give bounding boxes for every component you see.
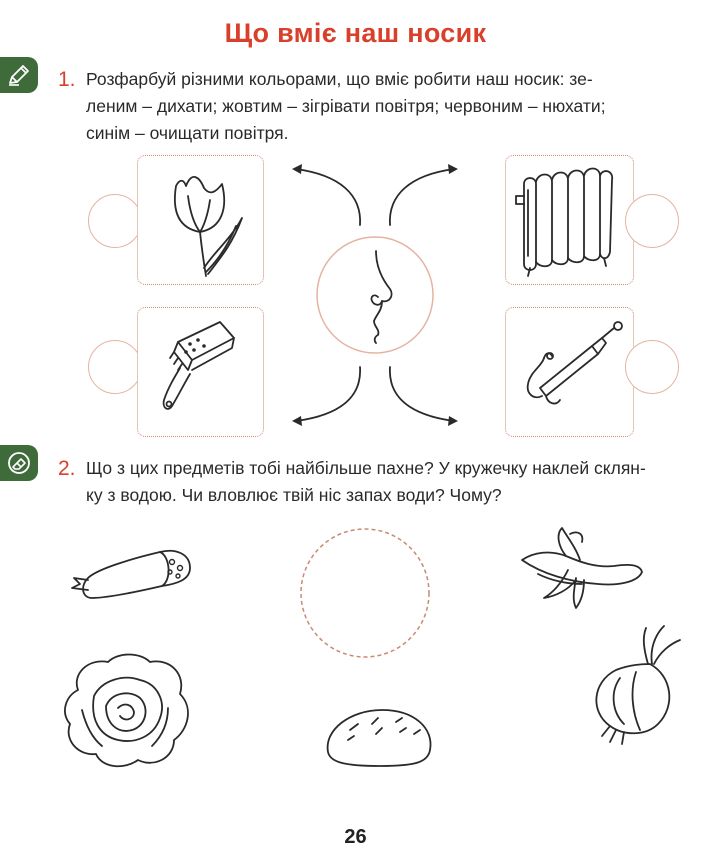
task1-number: 1. (58, 68, 76, 91)
tulip-icon (138, 156, 263, 284)
picture-frame-tulip (137, 155, 264, 285)
pencil-icon (7, 63, 31, 87)
task2-line-2: ку з водою. Чи вловлює твій ніс запах води? Чому? (86, 485, 502, 505)
task2-line-1: Що з цих предметів тобі найбільше пахне? У кружечку наклей склян- (86, 458, 646, 478)
task1-line-1: Розфарбуй різними кольорами, що вміє робити наш носик: зе- (86, 69, 593, 89)
task1-line-3: синім – очищати повітря. (86, 123, 289, 143)
page-title: Що вміє наш носик (224, 18, 487, 48)
nose-icon (371, 251, 391, 343)
task1-text (86, 66, 686, 147)
bread-icon (320, 700, 440, 772)
radiator-icon (506, 156, 633, 284)
pump-icon (506, 308, 633, 436)
task2-text (86, 455, 696, 509)
task1-line-2: леним – дихати; жовтим – зігрівати повітря; червоним – нюхати; (86, 96, 606, 116)
eraser-icon (7, 451, 31, 475)
picture-frame-pump (505, 307, 634, 437)
sausage-icon (66, 540, 206, 610)
onion-icon (580, 620, 690, 750)
cabbage-icon (58, 650, 198, 772)
color-circle-pump[interactable] (625, 340, 679, 394)
picture-frame-brush (137, 307, 264, 437)
picture-frame-radiator (505, 155, 634, 285)
color-circle-tulip[interactable] (88, 194, 142, 248)
color-circle-radiator[interactable] (625, 194, 679, 248)
task2-number: 2. (58, 457, 76, 480)
sticker-circle[interactable] (296, 527, 434, 659)
brush-icon (138, 308, 263, 436)
task1-badge (0, 57, 38, 93)
task2-badge (0, 445, 38, 481)
nose-diagram (290, 155, 460, 435)
banana-icon (510, 520, 660, 620)
page-number: 26 (344, 826, 367, 848)
color-circle-brush[interactable] (88, 340, 142, 394)
